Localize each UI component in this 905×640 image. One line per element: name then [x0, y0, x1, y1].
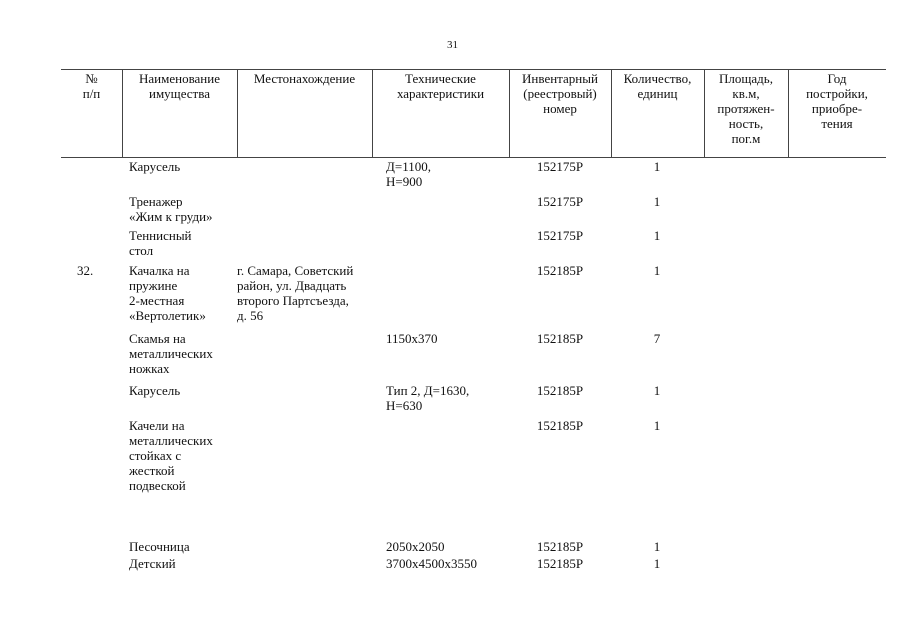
header-divider	[122, 70, 123, 157]
item-specs-line: 3700х4500х3550	[386, 556, 477, 571]
item-name-line: стойках с	[129, 448, 182, 463]
item-inventory-number: 152175Р	[536, 159, 584, 174]
header-num-line: №	[85, 71, 98, 86]
page-number: 31	[447, 39, 458, 51]
location-line: г. Самара, Советский	[237, 263, 354, 278]
item-quantity: 1	[653, 556, 661, 571]
header-quantity	[611, 70, 704, 157]
header-divider	[611, 70, 612, 157]
item-quantity: 1	[653, 194, 661, 209]
location-line: второго Партсъезда,	[237, 293, 349, 308]
item-specs-line: Д=1100,	[386, 159, 431, 174]
item-inventory-number: 152185Р	[536, 263, 584, 278]
item-name-line: ножках	[129, 361, 170, 376]
item-number: 32.	[77, 263, 94, 278]
item-name-line: Скамья на	[129, 331, 186, 346]
header-year-line: постройки,	[806, 86, 868, 101]
table-header	[61, 69, 886, 158]
header-inventory-line: (реестровый)	[523, 86, 597, 101]
header-divider	[788, 70, 789, 157]
item-name-line: Карусель	[129, 159, 181, 174]
item-quantity: 1	[653, 418, 661, 433]
header-quantity-line: единиц	[637, 86, 678, 101]
item-name-line: металлических	[129, 346, 213, 361]
item-name-line: Тренажер	[129, 194, 183, 209]
item-name-line: пружине	[129, 278, 178, 293]
item-inventory-number: 152175Р	[536, 228, 584, 243]
header-area-line: протяжен-	[717, 101, 775, 116]
item-quantity: 1	[653, 263, 661, 278]
header-divider	[372, 70, 373, 157]
item-inventory-number: 152175Р	[536, 194, 584, 209]
item-name-line: Качели на	[129, 418, 185, 433]
item-specs-line: Н=900	[386, 174, 423, 189]
header-divider	[704, 70, 705, 157]
item-inventory-number: 152185Р	[536, 383, 584, 398]
item-name-line: Детский	[129, 556, 176, 571]
header-num-line: п/п	[82, 86, 101, 101]
item-name-line: Качалка на	[129, 263, 190, 278]
item-name-line: «Вертолетик»	[129, 308, 206, 323]
header-name	[122, 70, 237, 157]
item-quantity: 1	[653, 159, 661, 174]
item-inventory-number: 152185Р	[536, 556, 584, 571]
header-area	[704, 70, 788, 157]
item-name-line: стол	[129, 243, 154, 258]
header-specs-line: характеристики	[396, 86, 485, 101]
item-inventory-number: 152185Р	[536, 418, 584, 433]
item-quantity: 1	[653, 383, 661, 398]
item-specs-line: 2050х2050	[386, 539, 445, 554]
item-quantity: 7	[653, 331, 661, 346]
header-inventory	[509, 70, 611, 157]
item-quantity: 1	[653, 228, 661, 243]
header-year-line: приобре-	[811, 101, 863, 116]
item-inventory-number: 152185Р	[536, 539, 584, 554]
item-specs-line: Н=630	[386, 398, 423, 413]
header-name-line: Наименование	[139, 71, 220, 86]
location-line: район, ул. Двадцать	[237, 278, 347, 293]
item-name-line: Песочница	[129, 539, 190, 554]
header-inventory-line: номер	[543, 101, 577, 116]
header-specs	[372, 70, 509, 157]
item-specs-line: 1150х370	[386, 331, 438, 346]
header-year-line: тения	[821, 116, 853, 131]
item-name-line: жесткой	[129, 463, 175, 478]
header-specs-line: Технические	[405, 71, 476, 86]
item-name-line: «Жим к груди»	[129, 209, 213, 224]
header-num	[61, 70, 122, 157]
header-location	[237, 70, 372, 157]
item-name-line: металлических	[129, 433, 213, 448]
header-area-line: пог.м	[731, 131, 761, 146]
header-year	[788, 70, 886, 157]
header-divider	[237, 70, 238, 157]
item-inventory-number: 152185Р	[536, 331, 584, 346]
header-quantity-line: Количество,	[623, 71, 692, 86]
item-name-line: 2-местная	[129, 293, 185, 308]
header-year-line: Год	[827, 71, 847, 86]
header-location-line: Местонахождение	[253, 71, 356, 86]
item-name-line: Карусель	[129, 383, 181, 398]
header-name-line: имущества	[149, 86, 210, 101]
header-inventory-line: Инвентарный	[522, 71, 598, 86]
item-quantity: 1	[653, 539, 661, 554]
header-area-line: Площадь,	[719, 71, 773, 86]
header-area-line: кв.м,	[732, 86, 760, 101]
item-name-line: подвеской	[129, 478, 186, 493]
header-divider	[509, 70, 510, 157]
item-specs-line: Тип 2, Д=1630,	[386, 383, 470, 398]
item-name-line: Теннисный	[129, 228, 192, 243]
location-line: д. 56	[237, 308, 264, 323]
header-area-line: ность,	[728, 116, 764, 131]
